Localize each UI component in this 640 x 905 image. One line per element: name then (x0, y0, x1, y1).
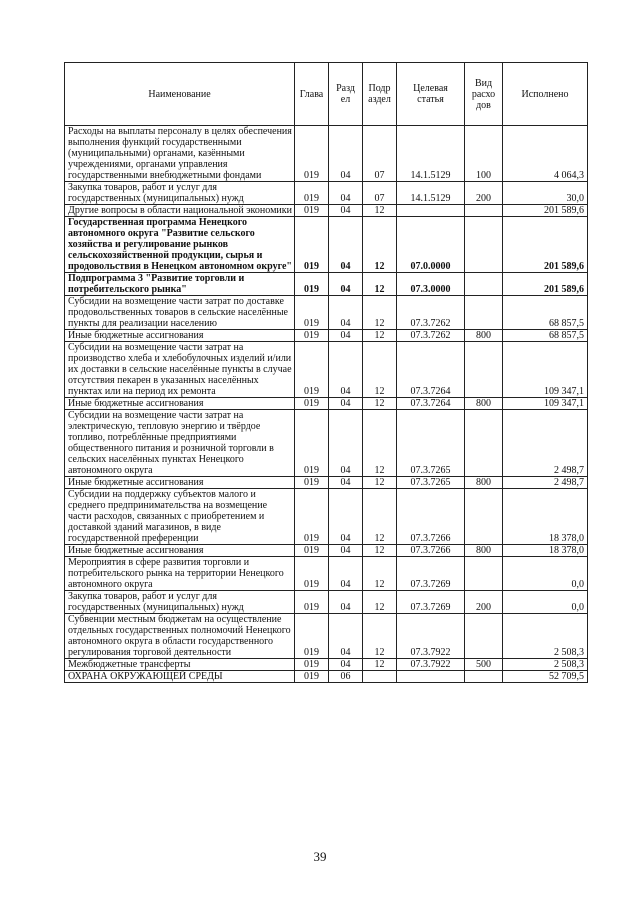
cell-target: 07.3.7269 (397, 591, 465, 614)
cell-chapter: 019 (295, 217, 329, 273)
cell-target: 07.3.0000 (397, 273, 465, 296)
cell-target: 14.1.5129 (397, 126, 465, 182)
cell-subsection: 12 (363, 489, 397, 545)
cell-executed: 201 589,6 (503, 217, 588, 273)
cell-executed: 52 709,5 (503, 671, 588, 683)
cell-name: Подпрограмма 3 "Развитие торговли и потребительского рынка" (65, 273, 295, 296)
cell-section: 04 (329, 398, 363, 410)
cell-chapter: 019 (295, 545, 329, 557)
table-row (65, 342, 588, 398)
page-number: 39 (313, 849, 327, 864)
cell-subsection: 12 (363, 296, 397, 330)
header-executed: Исполнено (503, 63, 588, 126)
cell-expense-type (465, 671, 503, 683)
cell-chapter: 019 (295, 205, 329, 217)
header-target: Целевая статья (397, 63, 465, 126)
cell-chapter: 019 (295, 398, 329, 410)
cell-subsection: 12 (363, 330, 397, 342)
cell-executed: 30,0 (503, 182, 588, 205)
cell-subsection: 12 (363, 614, 397, 659)
cell-executed: 0,0 (503, 557, 588, 591)
cell-subsection: 12 (363, 477, 397, 489)
cell-name: Субсидии на возмещение части затрат на электрическую, тепловую энергию и твёрдое топливо, потреблённые предприятиями общественного питания и розничной торговли в сельских населённых пунктах Ненецкого автономного округа (65, 410, 295, 477)
cell-name: Мероприятия в сфере развития торговли и потребительского рынка на территории Ненецкого автономного округа (65, 557, 295, 591)
cell-executed: 201 589,6 (503, 205, 588, 217)
cell-executed: 68 857,5 (503, 296, 588, 330)
cell-name: Закупка товаров, работ и услуг для государственных (муниципальных) нужд (65, 182, 295, 205)
cell-target: 07.0.0000 (397, 217, 465, 273)
table-row (65, 273, 588, 296)
cell-target: 14.1.5129 (397, 182, 465, 205)
cell-executed: 2 498,7 (503, 477, 588, 489)
cell-section: 04 (329, 217, 363, 273)
cell-target: 07.3.7264 (397, 342, 465, 398)
table-row (65, 217, 588, 273)
cell-subsection: 12 (363, 273, 397, 296)
cell-target: 07.3.7922 (397, 614, 465, 659)
cell-expense-type (465, 614, 503, 659)
header-subsection: Подр аздел (363, 63, 397, 126)
cell-chapter: 019 (295, 591, 329, 614)
cell-chapter: 019 (295, 410, 329, 477)
table-row (65, 205, 588, 217)
cell-chapter: 019 (295, 671, 329, 683)
cell-name: Субвенции местным бюджетам на осуществление отдельных государственных полномочий Ненецкого автономного округа в области государственного регулирования торговой деятельности (65, 614, 295, 659)
cell-expense-type (465, 205, 503, 217)
cell-executed: 0,0 (503, 591, 588, 614)
budget-table (64, 62, 588, 683)
cell-chapter: 019 (295, 614, 329, 659)
cell-expense-type (465, 489, 503, 545)
cell-expense-type (465, 273, 503, 296)
cell-name: Субсидии на поддержку субъектов малого и среднего предпринимательства на возмещение части расходов, связанных с приобретением и доставкой зданий магазинов, в виде государственной преференции (65, 489, 295, 545)
cell-target: 07.3.7922 (397, 659, 465, 671)
header-section: Разд ел (329, 63, 363, 126)
cell-name: Расходы на выплаты персоналу в целях обеспечения выполнения функций государственными (муниципальными) органами, казёнными учреждениями, органами управления государственными внебюджетными фондами (65, 126, 295, 182)
cell-chapter: 019 (295, 296, 329, 330)
cell-target: 07.3.7265 (397, 410, 465, 477)
cell-chapter: 019 (295, 557, 329, 591)
cell-name: Субсидии на возмещение части затрат на производство хлеба и хлебобулочных изделий и/или их доставки в сельские населённые пункты в случае отсутствия пекарен в указанных населённых пунктах или на период их ремонта (65, 342, 295, 398)
cell-expense-type (465, 296, 503, 330)
cell-target (397, 671, 465, 683)
cell-subsection: 12 (363, 342, 397, 398)
cell-name: Иные бюджетные ассигнования (65, 477, 295, 489)
cell-subsection: 12 (363, 557, 397, 591)
cell-subsection: 12 (363, 545, 397, 557)
cell-expense-type: 800 (465, 545, 503, 557)
cell-expense-type (465, 410, 503, 477)
cell-target: 07.3.7265 (397, 477, 465, 489)
cell-name: Закупка товаров, работ и услуг для государственных (муниципальных) нужд (65, 591, 295, 614)
cell-expense-type (465, 342, 503, 398)
cell-section: 06 (329, 671, 363, 683)
table-row (65, 545, 588, 557)
cell-subsection: 12 (363, 217, 397, 273)
cell-expense-type: 800 (465, 398, 503, 410)
cell-target: 07.3.7262 (397, 330, 465, 342)
cell-section: 04 (329, 545, 363, 557)
cell-name: Государственная программа Ненецкого автономного округа "Развитие сельского хозяйства и регулирование рынков сельскохозяйственной продукции, сырья и продовольствия в Ненецком автономном округе" (65, 217, 295, 273)
cell-name: Иные бюджетные ассигнования (65, 330, 295, 342)
cell-target: 07.3.7262 (397, 296, 465, 330)
cell-executed: 68 857,5 (503, 330, 588, 342)
table-row (65, 410, 588, 477)
cell-subsection: 12 (363, 659, 397, 671)
cell-name: ОХРАНА ОКРУЖАЮЩЕЙ СРЕДЫ (65, 671, 295, 683)
cell-subsection: 12 (363, 410, 397, 477)
cell-target: 07.3.7269 (397, 557, 465, 591)
cell-chapter: 019 (295, 489, 329, 545)
cell-subsection: 12 (363, 591, 397, 614)
cell-executed: 18 378,0 (503, 545, 588, 557)
table-row (65, 659, 588, 671)
cell-executed: 109 347,1 (503, 342, 588, 398)
cell-section: 04 (329, 296, 363, 330)
cell-chapter: 019 (295, 330, 329, 342)
cell-chapter: 019 (295, 126, 329, 182)
table-header-row (65, 63, 588, 126)
cell-subsection: 12 (363, 398, 397, 410)
cell-name: Иные бюджетные ассигнования (65, 398, 295, 410)
table-row (65, 398, 588, 410)
cell-section: 04 (329, 477, 363, 489)
cell-section: 04 (329, 410, 363, 477)
cell-target: 07.3.7266 (397, 545, 465, 557)
cell-subsection: 07 (363, 126, 397, 182)
table-row (65, 671, 588, 683)
table-row (65, 477, 588, 489)
header-name: Наименование (65, 63, 295, 126)
cell-expense-type: 800 (465, 330, 503, 342)
cell-expense-type: 500 (465, 659, 503, 671)
table-row (65, 126, 588, 182)
cell-chapter: 019 (295, 273, 329, 296)
cell-section: 04 (329, 591, 363, 614)
cell-chapter: 019 (295, 182, 329, 205)
cell-section: 04 (329, 614, 363, 659)
cell-expense-type: 200 (465, 182, 503, 205)
cell-target (397, 205, 465, 217)
table-row (65, 489, 588, 545)
cell-chapter: 019 (295, 477, 329, 489)
table-row (65, 296, 588, 330)
cell-chapter: 019 (295, 342, 329, 398)
cell-section: 04 (329, 330, 363, 342)
cell-target: 07.3.7264 (397, 398, 465, 410)
cell-executed: 201 589,6 (503, 273, 588, 296)
cell-section: 04 (329, 342, 363, 398)
cell-expense-type (465, 217, 503, 273)
table-row (65, 182, 588, 205)
cell-expense-type: 100 (465, 126, 503, 182)
cell-executed: 2 508,3 (503, 659, 588, 671)
cell-expense-type: 200 (465, 591, 503, 614)
cell-subsection (363, 671, 397, 683)
cell-section: 04 (329, 659, 363, 671)
cell-section: 04 (329, 126, 363, 182)
cell-section: 04 (329, 557, 363, 591)
cell-executed: 18 378,0 (503, 489, 588, 545)
cell-name: Другие вопросы в области национальной экономики (65, 205, 295, 217)
cell-section: 04 (329, 273, 363, 296)
cell-expense-type (465, 557, 503, 591)
table-row (65, 557, 588, 591)
table-row (65, 591, 588, 614)
header-chapter: Глава (295, 63, 329, 126)
cell-chapter: 019 (295, 659, 329, 671)
cell-expense-type: 800 (465, 477, 503, 489)
table-body (65, 126, 588, 683)
cell-executed: 2 498,7 (503, 410, 588, 477)
cell-subsection: 07 (363, 182, 397, 205)
cell-name: Иные бюджетные ассигнования (65, 545, 295, 557)
cell-executed: 2 508,3 (503, 614, 588, 659)
cell-section: 04 (329, 182, 363, 205)
cell-executed: 4 064,3 (503, 126, 588, 182)
header-expense-type: Вид расхо дов (465, 63, 503, 126)
cell-subsection: 12 (363, 205, 397, 217)
cell-name: Межбюджетные трансферты (65, 659, 295, 671)
cell-section: 04 (329, 489, 363, 545)
table-row (65, 330, 588, 342)
cell-target: 07.3.7266 (397, 489, 465, 545)
cell-executed: 109 347,1 (503, 398, 588, 410)
cell-section: 04 (329, 205, 363, 217)
table-row (65, 614, 588, 659)
cell-name: Субсидии на возмещение части затрат по доставке продовольственных товаров в сельские населённые пункты для реализации населению (65, 296, 295, 330)
